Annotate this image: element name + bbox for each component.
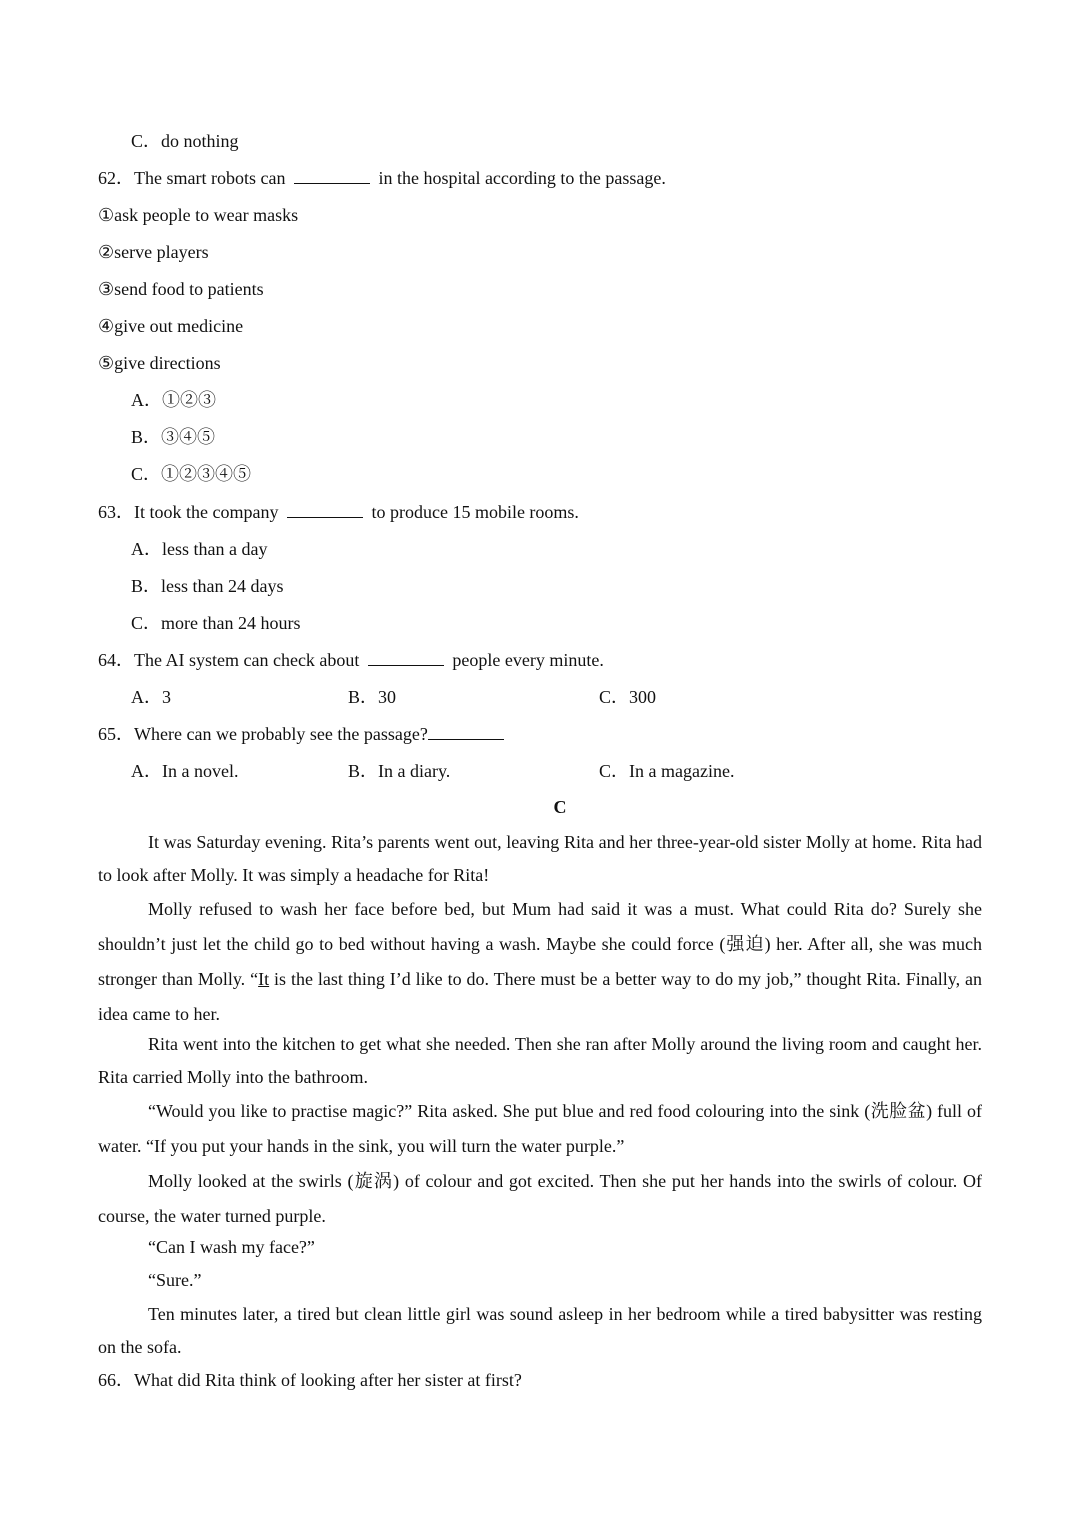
passage-p2-text bbox=[98, 892, 982, 1032]
passage-p2-underlined-it: It bbox=[258, 969, 270, 989]
q62-item-5: ⑤give directions bbox=[98, 353, 221, 373]
q62-blank bbox=[294, 167, 370, 184]
q63-stem-before: 63．It took the company bbox=[98, 502, 279, 522]
q65-option-b: B．In a diary. bbox=[348, 761, 451, 781]
q65-option-c: C．In a magazine. bbox=[599, 761, 735, 781]
passage-paragraph-8 bbox=[98, 1298, 982, 1364]
q64-option-c: C．300 bbox=[599, 687, 657, 707]
q65-stem bbox=[98, 723, 508, 745]
q62-item-1: ①ask people to wear masks bbox=[98, 205, 299, 225]
passage-p8-text: Ten minutes later, a tired but clean little girl was sound asleep in her bedroom while a tired babysitter was resting on the sofa. bbox=[98, 1304, 982, 1357]
q62-option-c: C．①②③④⑤ bbox=[131, 464, 252, 484]
passage-p2-part-a: Molly refused to wash her face before bed, but Mum had said it was a must. What could Rita do? Surely she shouldn’t just let the child go to bed without having a wash. Maybe she could force (强迫) her. After all, she was much stronger than Molly. “ bbox=[98, 899, 982, 989]
q62-option-b: B．③④⑤ bbox=[131, 427, 216, 447]
q63-blank bbox=[287, 501, 363, 518]
q64-stem-after: people every minute. bbox=[452, 650, 604, 670]
q65-blank bbox=[428, 723, 504, 740]
q62-item-4: ④give out medicine bbox=[98, 316, 244, 336]
passage-p4-text: “Would you like to practise magic?” Rita asked. She put blue and red food colouring into the sink (洗脸盆) full of water. “If you put your hands in the sink, you will turn the water purple.” bbox=[98, 1101, 982, 1156]
passage-p2-part-b: is the last thing I’d like to do. There must be a better way to do my job,” thought Rita. Finally, an idea came to her. bbox=[98, 969, 982, 1024]
passage-p3-text: Rita went into the kitchen to get what she needed. Then she ran after Molly around the living room and caught her. Rita carried Molly into the bathroom. bbox=[98, 1034, 982, 1087]
passage-p1-text: It was Saturday evening. Rita’s parents went out, leaving Rita and her three-year-old sister Molly at home. Rita had to look after Molly. It was simply a headache for Rita! bbox=[98, 832, 982, 885]
q63-stem bbox=[98, 501, 579, 523]
passage-paragraph-2 bbox=[98, 892, 982, 1032]
passage-p5-text: Molly looked at the swirls (旋涡) of colour and got excited. Then she put her hands into the swirls of colour. Of course, the water turned purple. bbox=[98, 1171, 982, 1226]
q62-stem-after: in the hospital according to the passage. bbox=[378, 168, 666, 188]
q64-stem-before: 64．The AI system can check about bbox=[98, 650, 360, 670]
q62-item-3: ③send food to patients bbox=[98, 279, 264, 299]
q62-stem bbox=[98, 167, 666, 189]
passage-paragraph-1 bbox=[98, 826, 982, 892]
q61-option-c: C．do nothing bbox=[131, 131, 239, 151]
passage-paragraph-6: “Can I wash my face?” bbox=[148, 1237, 315, 1257]
q63-option-b: B．less than 24 days bbox=[131, 576, 284, 596]
passage-paragraph-3 bbox=[98, 1028, 982, 1094]
q65-option-a: A．In a novel. bbox=[131, 761, 239, 781]
section-c-heading: C bbox=[553, 797, 567, 817]
q64-option-b: B．30 bbox=[348, 687, 397, 707]
q64-option-a: A．3 bbox=[131, 687, 171, 707]
q64-stem bbox=[98, 649, 604, 671]
passage-paragraph-7: “Sure.” bbox=[148, 1270, 202, 1290]
q66-stem: 66．What did Rita think of looking after her sister at first? bbox=[98, 1370, 522, 1390]
q62-item-2: ②serve players bbox=[98, 242, 209, 262]
q65-stem-before: 65．Where can we probably see the passage? bbox=[98, 724, 428, 744]
passage-paragraph-4 bbox=[98, 1094, 982, 1164]
q63-stem-after: to produce 15 mobile rooms. bbox=[371, 502, 579, 522]
q64-blank bbox=[368, 649, 444, 666]
q62-stem-before: 62．The smart robots can bbox=[98, 168, 286, 188]
q62-option-a: A．①②③ bbox=[131, 390, 216, 410]
q63-option-c: C．more than 24 hours bbox=[131, 613, 301, 633]
q63-option-a: A．less than a day bbox=[131, 539, 268, 559]
passage-paragraph-5 bbox=[98, 1164, 982, 1234]
